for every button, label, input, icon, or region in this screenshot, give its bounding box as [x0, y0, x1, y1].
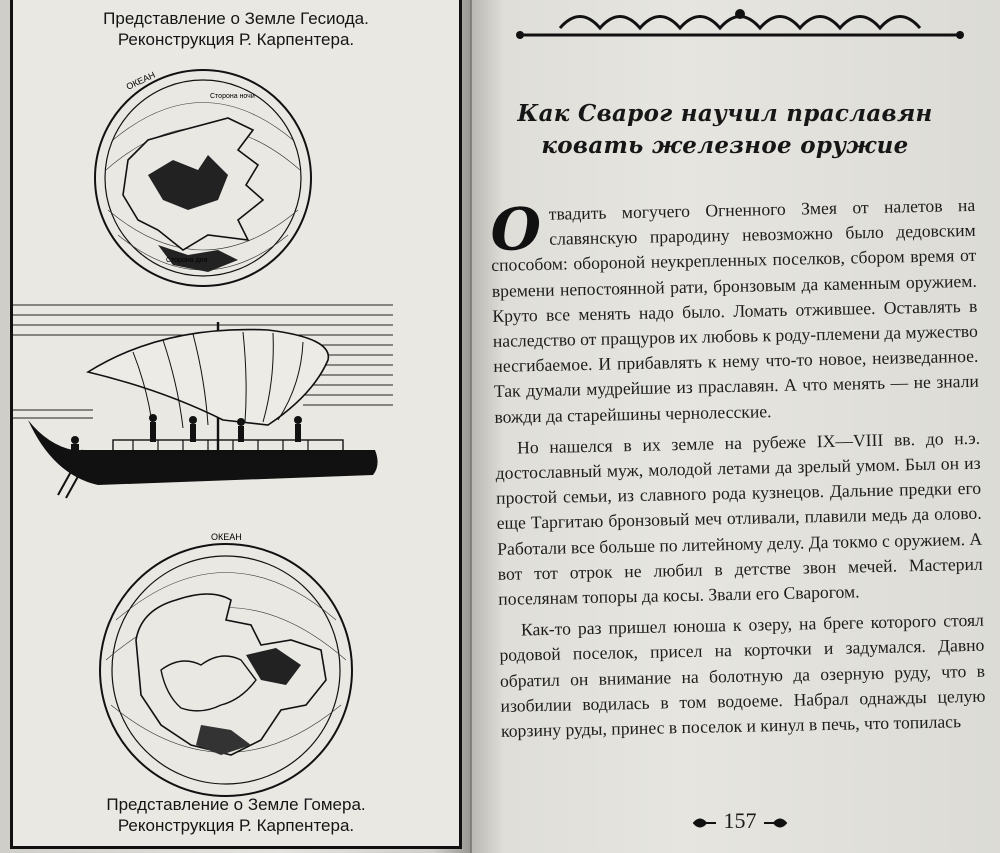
- dropcap: О: [489, 194, 542, 264]
- caption-hesiod: [13, 8, 459, 50]
- homer-map-figure: [81, 530, 371, 800]
- caption-hesiod-line1: Представление о Земле Гесиода.: [103, 9, 369, 28]
- chapter-body: [490, 193, 986, 750]
- hesiod-map-south-label: Сторона дня: [166, 257, 208, 264]
- caption-homer-line1: Представление о Земле Гомера.: [106, 795, 366, 814]
- hesiod-map-north-label: Сторона ночи: [210, 93, 255, 100]
- paragraph-1-text: твадить могучего Огненного Змея от налетов на славянскую прародину невозможно было дедовским способом: обороной неукрепленных поселков, сбором время от времени непостоянной рати, бронзовым да каменным оружием. Круто все менять надо было. Ломать отжившее. Оставлять в наследство от пращуров их любовь к роду-племени да мужество несгибаемое. И прибавлять к нему что-то новое, неизведанное. Так думали мудрейшие из праславян. А что менять — не знали вожди да старейшины чернолесские.: [491, 194, 980, 427]
- chapter-title: [505, 98, 945, 162]
- paragraph-1: [490, 193, 980, 430]
- left-page: [0, 0, 470, 853]
- chapter-title-line2: ковать железное оружие: [541, 132, 909, 159]
- homer-map-ocean-label: ОКЕАН: [211, 532, 242, 542]
- hesiod-map-figure: [88, 60, 318, 295]
- paragraph-2: Но нашелся в их земле на рубеже IX—VIII вв. до н.э. достославный муж, молодой летами да зрелый умом. Был он из простой семьи, из славного рода кузнецов. Дальние предки его еще Таргитаю бронзовый меч отливали, плавили медь да олово. Работали все больше по литейному делу. Да токмо с оружием. А вот тот отрок не любил в детстве звон мечей. Мастерил поселянам топоры да косы. Звали его Сварогом.: [495, 427, 983, 609]
- paragraph-3: Как-то раз пришел юноша к озеру, на бреге которого стоял родовой поселок, присел на корточки и задумался. Давно обратил он внимание на болотную да озерную руду, что в изобилии водилась в том водоеме. Набрал однажды целую корзину руды, принес в поселок и кинул в печь, что топилась: [499, 610, 986, 741]
- caption-hesiod-line2: Реконструкция Р. Карпентера.: [117, 30, 355, 49]
- header-ornament-icon: [500, 0, 980, 40]
- ancient-ship-figure: [13, 300, 459, 500]
- chapter-title-line1: Как Сварог научил праславян: [517, 100, 933, 127]
- left-fleuron-icon: [692, 816, 718, 830]
- hesiod-map-ocean-label: ОКЕАН: [124, 69, 157, 92]
- page-number-block: [680, 808, 800, 834]
- caption-homer: [13, 794, 459, 836]
- illustration-frame: [10, 0, 462, 849]
- caption-homer-line2: Реконструкция Р. Карпентера.: [117, 816, 355, 835]
- page-number: 157: [723, 808, 757, 833]
- right-fleuron-icon: [762, 816, 788, 830]
